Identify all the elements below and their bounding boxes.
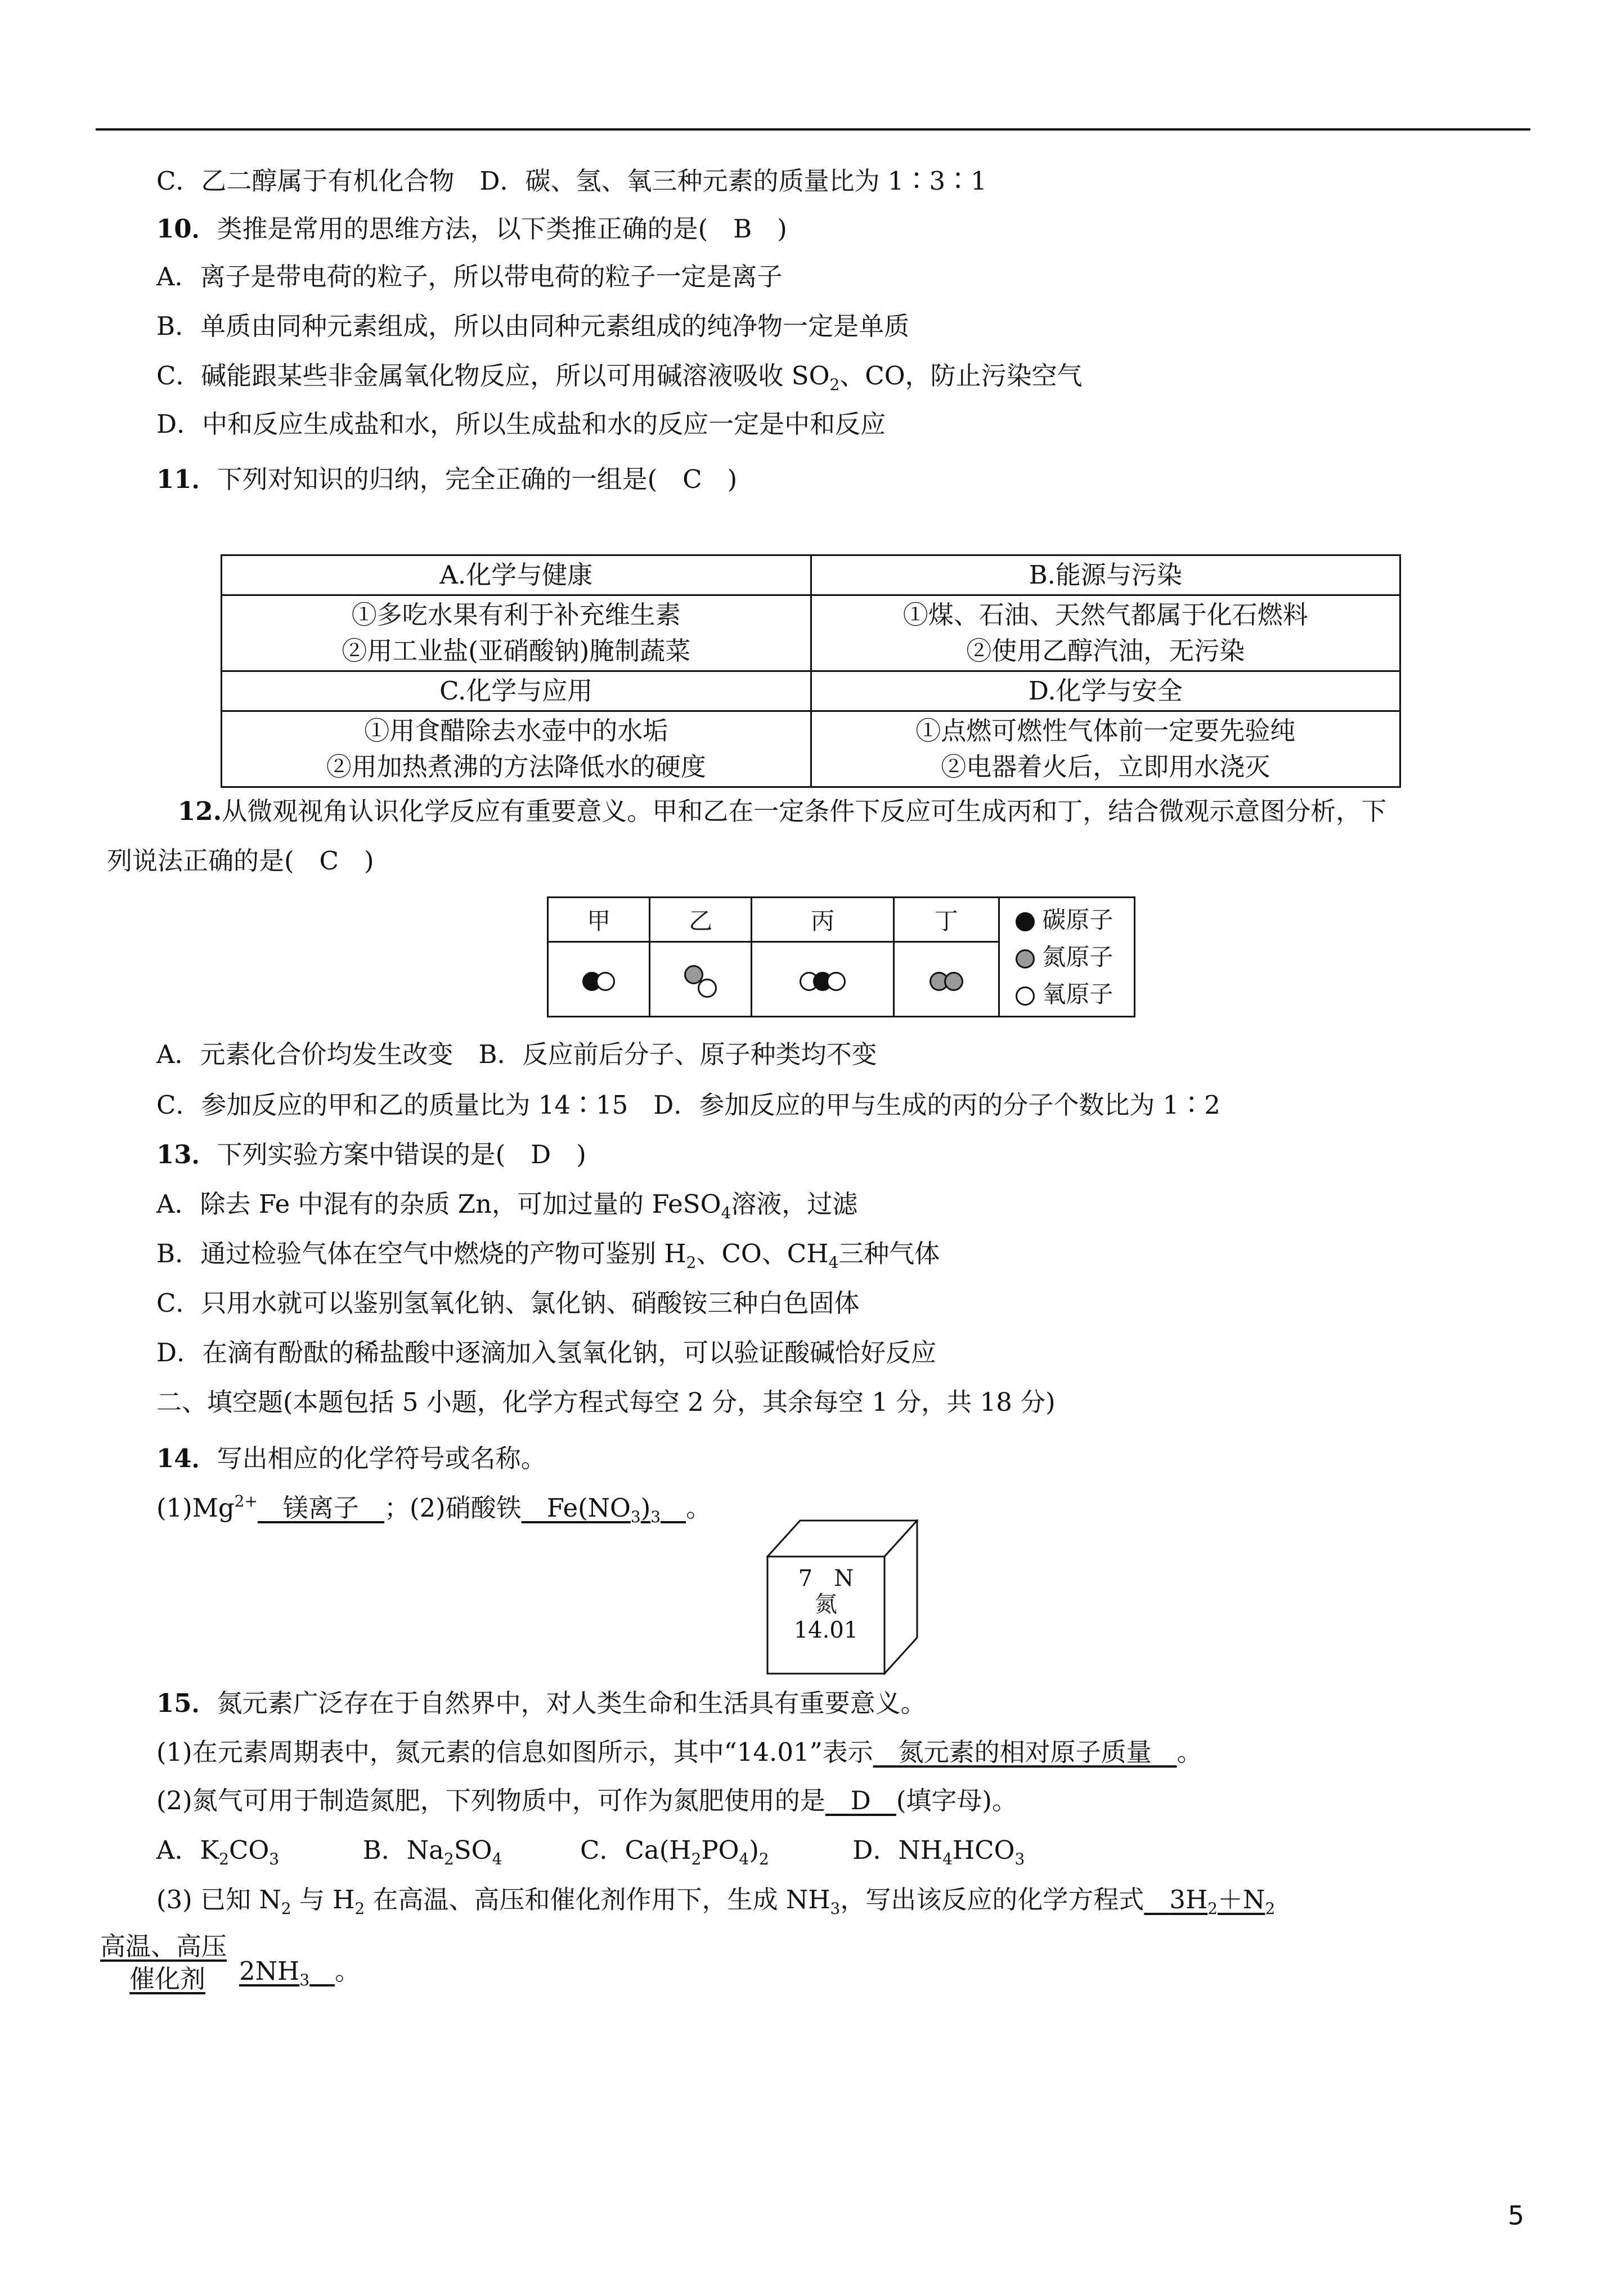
q12-stem: 12.从微观视角认识化学反应有重要意义。甲和乙在一定条件下反应可生成丙和丁，结合微观示意图分析，下 <box>178 796 1387 826</box>
q15-part1: (1)在元素周期表中，氮元素的信息如图所示，其中“14.01”表示 氮元素的相对原子质量 。 <box>156 1737 1202 1767</box>
q12-options-ab: A．元素化合价均发生改变 B．反应前后分子、原子种类均不变 <box>156 1039 877 1069</box>
q12-molecule-table <box>547 896 1135 1017</box>
page-number: 5 <box>1507 2200 1524 2231</box>
q9-option-cd: C．乙二醇属于有机化合物 D．碳、氢、氧三种元素的质量比为 1∶3∶1 <box>156 166 987 196</box>
table-row: ①用食醋除去水壶中的水垢 ②用加热煮沸的方法降低水的硬度 ①点燃可燃性气体前一定要先验纯 ②电器着火后，立即用水浇灭 <box>222 711 1400 787</box>
oxygen-atom-icon <box>1016 986 1035 1006</box>
q13-option-b: B．通过检验气体在空气中燃烧的产物可鉴别 $H_2$、CO、$CH_4$三种气体 <box>156 1239 940 1272</box>
q15-stem: 15．氮元素广泛存在于自然界中，对人类生命和生活具有重要意义。 <box>156 1688 926 1718</box>
q10-option-a: A．离子是带电荷的粒子，所以带电荷的粒子一定是离子 <box>156 262 783 292</box>
table-row: A.化学与健康 B.能源与污染 <box>222 555 1400 595</box>
q10-option-d: D．中和反应生成盐和水，所以生成盐和水的反应一定是中和反应 <box>156 409 886 439</box>
nitrogen-atom-icon <box>1016 949 1035 968</box>
q10-option-b: B．单质由同种元素组成，所以由同种元素组成的纯净物一定是单质 <box>156 311 910 341</box>
q13-option-c: C．只用水就可以鉴别氢氧化钠、氯化钠、硝酸铵三种白色固体 <box>156 1288 860 1318</box>
header-rule <box>96 128 1530 131</box>
element-name: 氮 <box>815 1591 837 1617</box>
q15-part2: (2)氮气可用于制造氮肥，下列物质中，可作为氮肥使用的是 D (填字母)。 <box>156 1786 1017 1815</box>
q10-stem: 10．类推是常用的思维方法，以下类推正确的是( B ) <box>156 214 787 244</box>
reaction-conditions: 高温、高压 催化剂 $2NH_3$ 。 <box>100 1931 361 1994</box>
table-row: ①多吃水果有利于补充维生素 ②用工业盐(亚硝酸钠)腌制蔬菜 ①煤、石油、天然气都属于化石燃料 ②使用乙醇汽油，无污染 <box>222 595 1400 671</box>
molecule-bing-co2 <box>752 942 893 1017</box>
q13-option-a: A．除去 Fe 中混有的杂质 Zn，可加过量的 FeSO$_4$溶液，过滤 <box>156 1189 858 1222</box>
q10-option-c: C．碱能跟某些非金属氧化物反应，所以可用碱溶液吸收 $SO_2$、CO，防止污染空气 <box>156 361 1083 394</box>
q13-stem: 13．下列实验方案中错误的是( D ) <box>156 1140 586 1169</box>
atomic-mass: 14.01 <box>793 1617 859 1643</box>
q12-stem-cont: 列说法正确的是( C ) <box>107 846 374 876</box>
q11-stem: 11．下列对知识的归纳，完全正确的一组是( C ) <box>156 464 738 494</box>
atomic-number: 7 <box>798 1566 813 1591</box>
molecule-jia-co <box>548 942 650 1017</box>
q15-options: A．$K_2CO_3$ B．$Na_2SO_4$ C．$Ca(H_2PO_4)_2$ D．$NH_4HCO_3$ <box>156 1835 1025 1868</box>
molecule-yi-no <box>650 942 752 1017</box>
molecule-ding-n2 <box>893 942 999 1017</box>
table-row: C.化学与应用 D.化学与安全 <box>222 671 1400 711</box>
table-row: 甲 乙 丙 丁 碳原子 氮原子 氧原子 <box>548 898 1135 942</box>
q12-options-cd: C．参加反应的甲和乙的质量比为 14∶15 D．参加反应的甲与生成的丙的分子个数比为 1∶2 <box>156 1090 1220 1120</box>
q15-part3: (3) 已知 $N_2$ 与 $H_2$ 在高温、高压和催化剂作用下，生成 $NH_3$，写出该反应的化学方程式 $3H_2+N_2$ <box>156 1885 1276 1918</box>
element-cell-nitrogen <box>766 1519 918 1675</box>
atom-legend: 碳原子 氮原子 氧原子 <box>999 898 1135 1017</box>
element-symbol: N <box>834 1566 854 1591</box>
section-2-heading: 二、填空题(本题包括 5 小题，化学方程式每空 2 分，其余每空 1 分，共 18 分) <box>156 1387 1056 1417</box>
q14-answers: $(1)Mg^{2+}$ 镁离子 ；(2)硝酸铁 $Fe(NO_3)_3$ 。 <box>156 1492 712 1526</box>
q13-option-d: D．在滴有酚酞的稀盐酸中逐滴加入氢氧化钠，可以验证酸碱恰好反应 <box>156 1338 937 1367</box>
carbon-atom-icon <box>1016 912 1035 931</box>
q14-stem: 14．写出相应的化学符号或名称。 <box>156 1443 546 1473</box>
q11-table <box>221 554 1401 788</box>
